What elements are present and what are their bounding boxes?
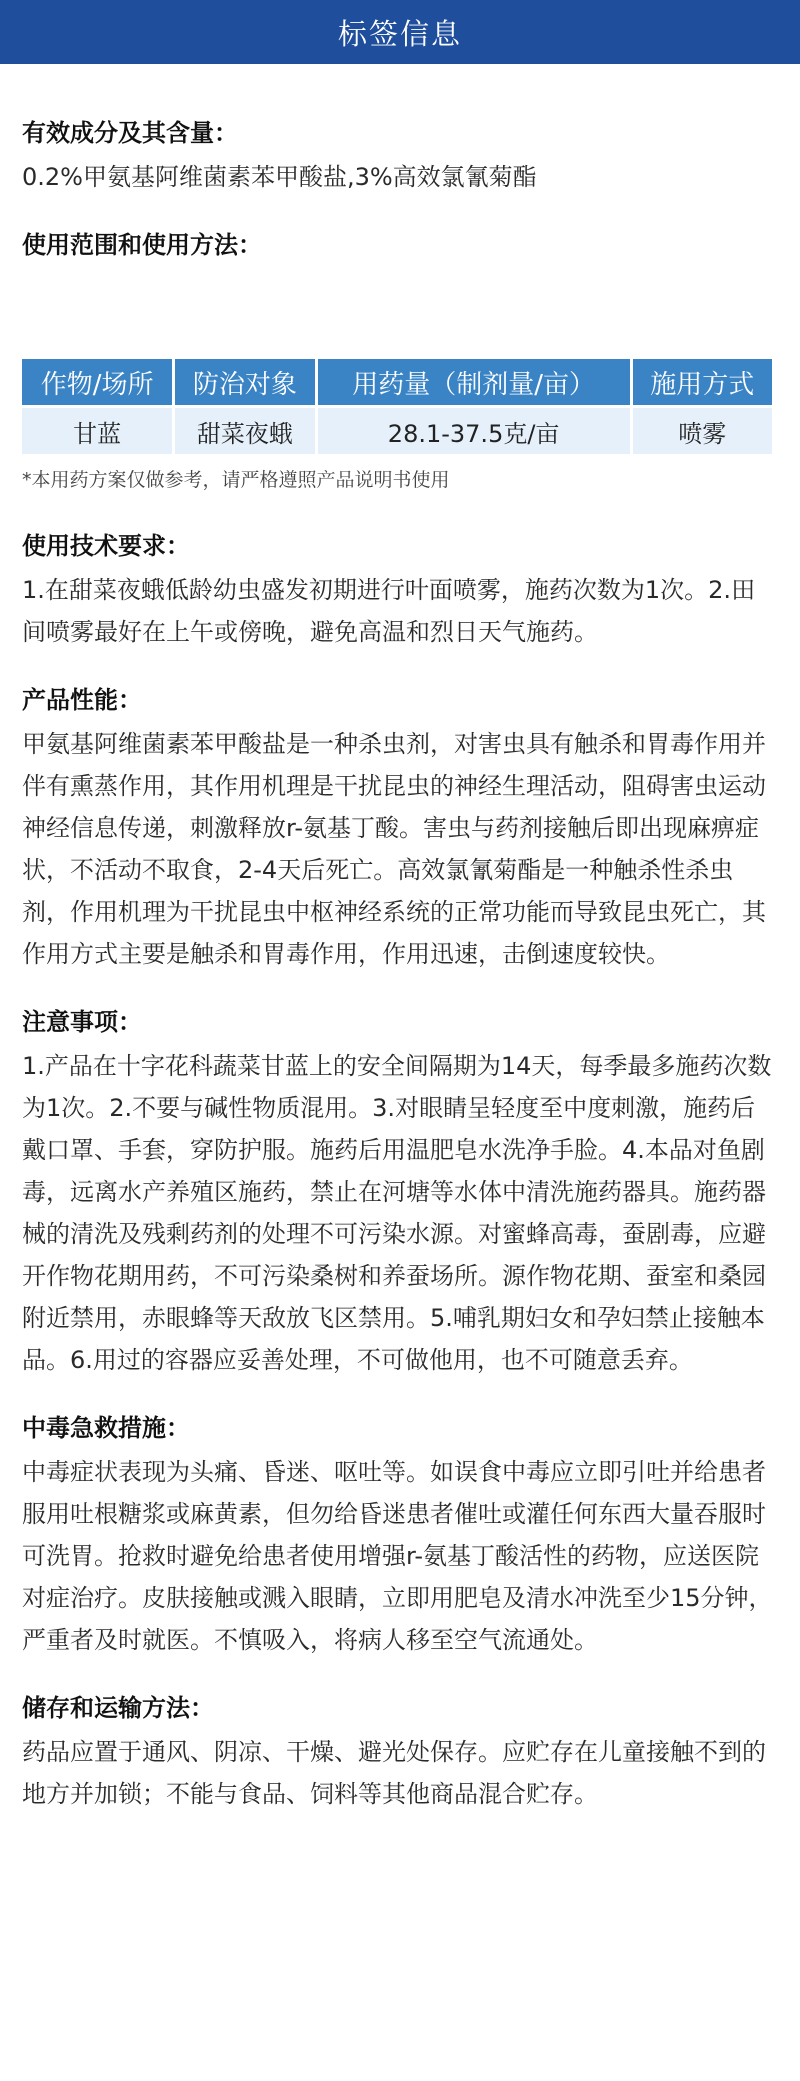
storage-text: 药品应置于通风、阴凉、干燥、避光处保存。应贮存在儿童接触不到的地方并加锁；不能与食品、饲料等其他商品混合贮存。 — [22, 1738, 766, 1808]
usage-note: *本用药方案仅做参考，请严格遵照产品说明书使用 — [22, 469, 450, 491]
firstaid-text: 中毒症状表现为头痛、昏迷、呕吐等。如误食中毒应立即引吐并给患者服用吐根糖浆或麻黄素，但勿给昏迷患者催吐或灌任何东西大量吞服时可洗胃。抢救时避免给患者使用增强r-氨基丁酸活性的药物，应送医院对症治疗。皮肤接触或溅入眼睛，立即用肥皂及清水冲洗至少15分钟，严重者及时就医。不慎吸入，将病人移至空气流通处。 — [22, 1458, 773, 1654]
label-content — [0, 64, 800, 1815]
storage-title: 储存和运输方法： — [22, 1694, 214, 1722]
usage-table-header-row — [22, 359, 772, 405]
usage-table-header-dosage: 用药量（制剂量/亩） — [318, 359, 630, 405]
page-title: 标签信息 — [337, 16, 462, 51]
technical-title: 使用技术要求： — [22, 532, 190, 560]
usage-table-header-crop: 作物/场所 — [22, 359, 172, 405]
precautions-title: 注意事项： — [22, 1008, 142, 1036]
firstaid-title: 中毒急救措施： — [22, 1414, 190, 1442]
performance-section — [22, 683, 778, 975]
usage-table-header-target: 防治对象 — [175, 359, 314, 405]
performance-title: 产品性能： — [22, 686, 142, 714]
storage-section — [22, 1691, 778, 1815]
technical-text: 1.在甜菜夜蛾低龄幼虫盛发初期进行叶面喷雾，施药次数为1次。2.田间喷雾最好在上午或傍晚，避免高温和烈日天气施药。 — [22, 576, 756, 646]
ingredients-section — [22, 116, 778, 198]
usage-table-cell-target: 甜菜夜蛾 — [175, 408, 314, 454]
ingredients-text: 0.2%甲氨基阿维菌素苯甲酸盐,3%高效氯氰菊酯 — [22, 163, 537, 191]
usage-table — [19, 356, 775, 457]
technical-section — [22, 529, 778, 653]
usage-table-cell-crop: 甘蓝 — [22, 408, 172, 454]
usage-table-header-method: 施用方式 — [633, 359, 772, 405]
usage-section-header — [22, 228, 778, 262]
usage-table-cell-dosage: 28.1-37.5克/亩 — [318, 408, 630, 454]
table-row — [22, 408, 772, 454]
usage-table-cell-method: 喷雾 — [633, 408, 772, 454]
ingredients-title: 有效成分及其含量： — [22, 119, 238, 147]
precautions-text: 1.产品在十字花科蔬菜甘蓝上的安全间隔期为14天，每季最多施药次数为1次。2.不要与碱性物质混用。3.对眼睛呈轻度至中度刺激，施药后戴口罩、手套，穿防护服。施药后用温肥皂水洗净手脸。4.本品对鱼剧毒，远离水产养殖区施药，禁止在河塘等水体中清洗施药器具。施药器械的清洗及残剩药剂的处理不可污染水源。对蜜蜂高毒，蚕剧毒，应避开作物花期用药，不可污染桑树和养蚕场所。源作物花期、蚕室和桑园附近禁用，赤眼蜂等天敌放飞区禁用。5.哺乳期妇女和孕妇禁止接触本品。6.用过的容器应妥善处理，不可做他用，也不可随意丢弃。 — [22, 1052, 772, 1374]
usage-title: 使用范围和使用方法： — [22, 231, 262, 259]
performance-text: 甲氨基阿维菌素苯甲酸盐是一种杀虫剂，对害虫具有触杀和胃毒作用并伴有熏蒸作用，其作用机理是干扰昆虫的神经生理活动，阻碍害虫运动神经信息传递，刺激释放r-氨基丁酸。害虫与药剂接触后即出现麻痹症状，不活动不取食，2-4天后死亡。高效氯氰菊酯是一种触杀性杀虫剂，作用机理为干扰昆虫中枢神经系统的正常功能而导致昆虫死亡，其作用方式主要是触杀和胃毒作用，作用迅速，击倒速度较快。 — [22, 730, 766, 968]
firstaid-section — [22, 1411, 778, 1661]
page-header — [0, 0, 800, 64]
precautions-section — [22, 1005, 778, 1381]
